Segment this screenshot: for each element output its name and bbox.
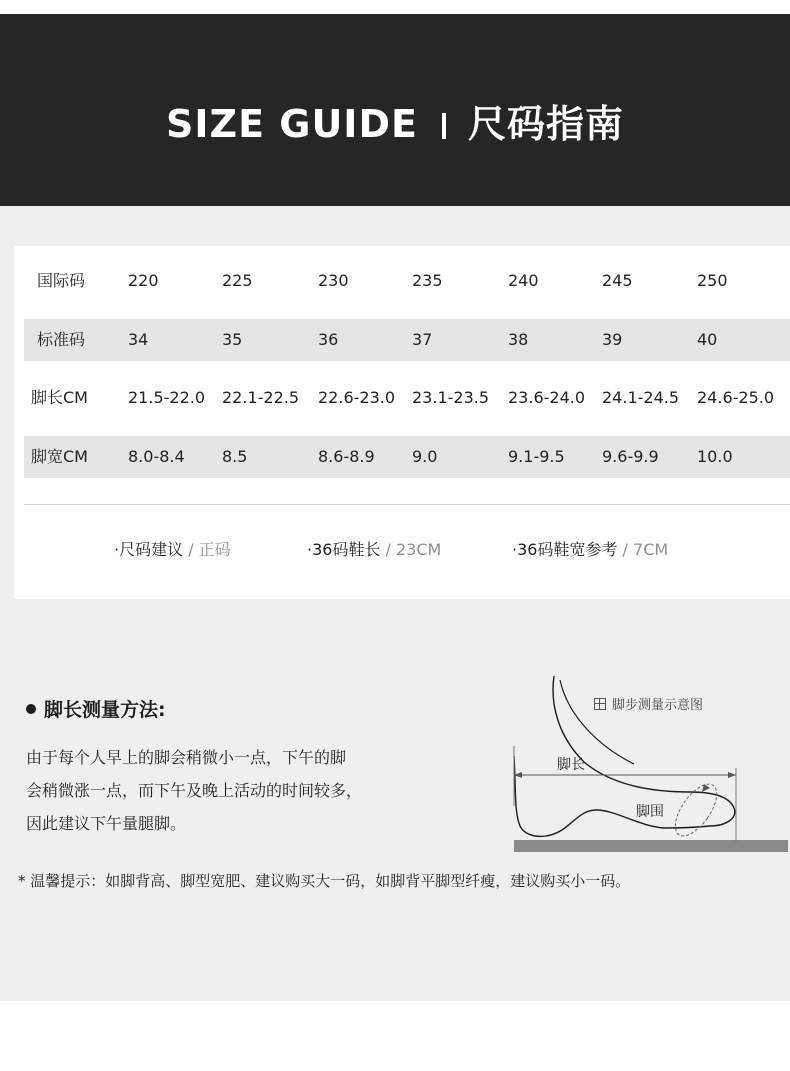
table-cell: 22.1-22.5	[222, 388, 300, 407]
table-cell: 22.6-23.0	[318, 388, 396, 407]
table-cell: 38	[508, 330, 529, 349]
table-cell: 21.5-22.0	[128, 388, 206, 407]
tip-value: / 正码	[188, 540, 231, 559]
table-cell: 35	[222, 330, 243, 349]
tip-shoe-width	[512, 539, 668, 561]
table-cell: 240	[508, 271, 539, 290]
table-cell: 225	[222, 271, 253, 290]
table-cell: 24.1-24.5	[602, 388, 680, 407]
girth-loop	[667, 777, 724, 842]
table-row-foot-width	[24, 436, 790, 478]
diagram-caption-text: 脚步测量示意图	[612, 698, 704, 713]
table-cell: 39	[602, 330, 623, 349]
length-arrow-right	[728, 772, 736, 778]
table-cell: 250	[697, 271, 728, 290]
row-label: 国际码	[37, 271, 86, 290]
page-title-cn: 尺码指南	[467, 102, 624, 146]
row-label: 脚宽CM	[31, 447, 88, 466]
title-separator	[442, 113, 446, 139]
table-cell: 220	[128, 271, 159, 290]
diagram-caption	[594, 694, 703, 713]
table-row-international	[24, 260, 790, 302]
page-title-en: SIZE GUIDE	[166, 102, 418, 146]
table-cell: 40	[697, 330, 718, 349]
table-cell: 230	[318, 271, 349, 290]
measure-description	[26, 741, 466, 840]
tip-size-advice	[114, 539, 231, 561]
table-row-foot-length	[24, 377, 790, 419]
table-cell: 23.6-24.0	[508, 388, 586, 407]
tip-label: ·36码鞋长	[307, 540, 381, 559]
floor-bar	[514, 840, 788, 852]
table-cell: 36	[318, 330, 339, 349]
leg-line	[560, 680, 634, 764]
table-cell: 245	[602, 271, 633, 290]
table-cell: 9.1-9.5	[508, 447, 565, 466]
table-cell: 24.6-25.0	[697, 388, 775, 407]
table-cell: 10.0	[697, 447, 733, 466]
table-cell: 34	[128, 330, 149, 349]
table-cell: 37	[412, 330, 433, 349]
tip-shoe-length	[307, 539, 441, 561]
top-strip	[0, 0, 790, 14]
divider	[24, 504, 790, 505]
tip-label: ·36码鞋宽参考	[512, 540, 618, 559]
description-line: 会稍微涨一点，而下午及晚上活动的时间较多，	[26, 781, 363, 800]
measure-title-text: 脚长测量方法:	[44, 699, 166, 721]
bullet-icon	[26, 704, 36, 714]
reminder-note: * 温馨提示：如脚背高、脚型宽肥、建议购买大一码，如脚背平脚型纤瘦，建议购买小一码。	[18, 872, 631, 890]
description-line: 由于每个人早上的脚会稍微小一点，下午的脚	[26, 748, 347, 767]
tip-label: ·尺码建议	[114, 540, 184, 559]
row-label: 标准码	[37, 330, 86, 349]
grid-icon	[594, 698, 606, 710]
size-table-card	[14, 246, 790, 599]
table-cell: 23.1-23.5	[412, 388, 490, 407]
table-cell: 235	[412, 271, 443, 290]
page-title	[0, 100, 790, 148]
header-banner	[0, 14, 790, 206]
table-cell: 8.5	[222, 447, 248, 466]
tip-value: / 23CM	[385, 540, 442, 559]
table-cell: 9.0	[412, 447, 438, 466]
description-line: 因此建议下午量腿脚。	[26, 814, 187, 833]
foot-girth-label: 脚围	[636, 804, 664, 820]
table-cell: 8.6-8.9	[318, 447, 375, 466]
table-cell: 9.6-9.9	[602, 447, 659, 466]
measure-title	[26, 696, 166, 724]
table-row-standard	[24, 319, 790, 361]
row-label: 脚长CM	[31, 388, 88, 407]
table-cell: 8.0-8.4	[128, 447, 185, 466]
tip-value: / 7CM	[622, 540, 669, 559]
foot-length-label: 脚长	[557, 757, 585, 773]
